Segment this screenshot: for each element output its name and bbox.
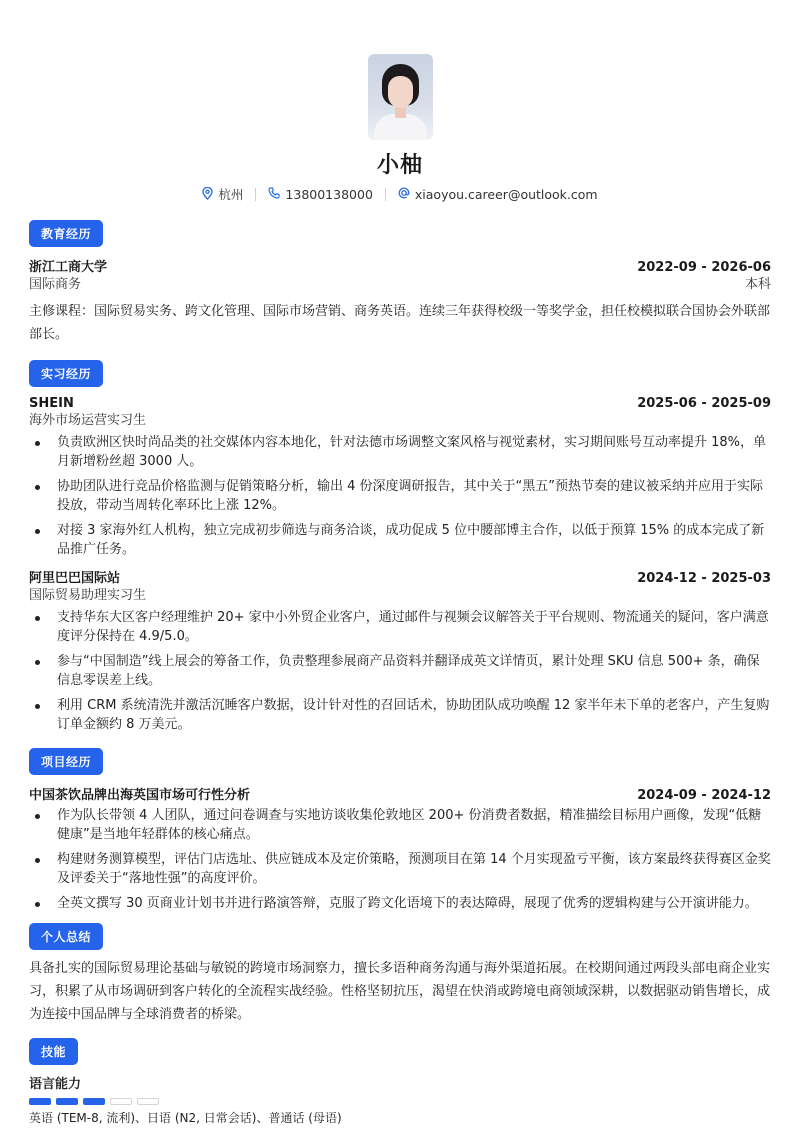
section-title-education: 教育经历 — [29, 220, 103, 247]
major: 国际商务 — [29, 277, 82, 292]
project-bullets — [29, 806, 771, 913]
bullet-item: 利用 CRM 系统清洗并激活沉睡客户数据，设计针对性的召回话术，协助团队成功唤醒 12 家半年未下单的老客户，产生复购订单金额约 8 万美元。 — [29, 696, 771, 734]
internship-date: 2025-06 - 2025-09 — [637, 396, 771, 411]
email-text: xiaoyou.career@outlook.com — [414, 186, 598, 202]
education-section — [29, 220, 771, 346]
contact-line — [29, 185, 771, 203]
at-sign-icon — [398, 187, 410, 201]
contact-divider — [255, 188, 256, 201]
project-section — [29, 748, 771, 913]
section-title-project: 项目经历 — [29, 748, 103, 775]
level-bar-filled — [29, 1098, 51, 1105]
phone-text: 13800138000 — [285, 186, 373, 202]
level-bar-empty — [110, 1098, 132, 1105]
bullet-item: 对接 3 家海外红人机构，独立完成初步筛选与商务洽谈，成功促成 5 位中腰部博主合作，以低于预算 15% 的成本完成了新品推广任务。 — [29, 521, 771, 559]
summary-section — [29, 923, 771, 1026]
skills-section — [29, 1038, 771, 1126]
section-title-summary: 个人总结 — [29, 923, 103, 950]
skill-level-bars — [29, 1098, 771, 1105]
candidate-name: 小柚 — [376, 153, 423, 178]
contact-location — [202, 185, 243, 203]
bullet-item: 参与“中国制造”线上展会的筹备工作，负责整理参展商产品资料并翻译成英文详情页，累计处理 SKU 信息 500+ 条，确保信息零误差上线。 — [29, 652, 771, 690]
phone-icon — [268, 187, 280, 201]
bullet-item: 作为队长带领 4 人团队，通过问卷调查与实地访谈收集伦敦地区 200+ 份消费者数据，精准描绘目标用户画像，发现“低糖健康”是当地年轻群体的核心痛点。 — [29, 806, 771, 844]
location-pin-icon — [202, 187, 213, 202]
bullet-item: 支持华东大区客户经理维护 20+ 家中小外贸企业客户，通过邮件与视频会议解答关于平台规则、物流通关的疑问，客户满意度评分保持在 4.9/5.0。 — [29, 608, 771, 646]
summary-text: 具备扎实的国际贸易理论基础与敏锐的跨境市场洞察力，擅长多语种商务沟通与海外渠道拓展。在校期间通过两段头部电商企业实习，积累了从市场调研到客户转化的全流程实战经验。性格坚韧抗压，渴望在快消或跨境电商领域深耕，以数据驱动销售增长，成为连接中国品牌与全球消费者的桥梁。 — [29, 961, 771, 1022]
internship-role: 海外市场运营实习生 — [29, 413, 147, 428]
bullet-item: 负责欧洲区快时尚品类的社交媒体内容本地化，针对法德市场调整文案风格与视觉素材，实习期间账号互动率提升 18%，单月新增粉丝超 3000 人。 — [29, 433, 771, 471]
internship-entry — [29, 567, 771, 734]
project-entry — [29, 784, 771, 913]
internship-bullets — [29, 433, 771, 559]
level-bar-filled — [83, 1098, 105, 1105]
education-description: 主修课程：国际贸易实务、跨文化管理、国际市场营销、商务英语。连续三年获得校级一等奖学金，担任校模拟联合国协会外联部部长。 — [29, 304, 771, 342]
project-name: 中国茶饮品牌出海英国市场可行性分析 — [29, 788, 251, 803]
level-bar-empty — [137, 1098, 159, 1105]
contact-phone[interactable] — [268, 187, 372, 202]
resume-header — [29, 0, 771, 203]
company-name: SHEIN — [29, 396, 74, 411]
section-title-skills: 技能 — [29, 1038, 78, 1065]
level-bar-filled — [56, 1098, 78, 1105]
internship-section — [29, 360, 771, 734]
internship-entry — [29, 396, 771, 559]
internship-role: 国际贸易助理实习生 — [29, 588, 147, 603]
bullet-item: 构建财务测算模型，评估门店选址、供应链成本及定价策略，预测项目在第 14 个月实现盈亏平衡，该方案最终获得赛区金奖及评委关于“落地性强”的高度评价。 — [29, 850, 771, 888]
company-name: 阿里巴巴国际站 — [29, 571, 121, 586]
degree: 本科 — [744, 277, 771, 292]
school-name: 浙江工商大学 — [29, 260, 108, 275]
education-entry — [29, 256, 771, 346]
location-text: 杭州 — [218, 187, 244, 202]
contact-email[interactable] — [398, 187, 598, 202]
bullet-item: 协助团队进行竞品价格监测与促销策略分析，输出 4 份深度调研报告，其中关于“黑五”预热节奏的建议被采纳并应用于实际投放，带动当周转化率环比上涨 12%。 — [29, 477, 771, 515]
bullet-item: 全英文撰写 30 页商业计划书并进行路演答辩，克服了跨文化语境下的表达障碍，展现了优秀的逻辑构建与公开演讲能力。 — [29, 894, 771, 913]
skill-description: 英语 (TEM-8, 流利)、日语 (N2, 日常会话)、普通话 (母语) — [29, 1111, 342, 1125]
section-title-internship: 实习经历 — [29, 360, 103, 387]
internship-bullets — [29, 608, 771, 734]
skill-name: 语言能力 — [29, 1077, 82, 1092]
contact-divider — [385, 188, 386, 201]
internship-date: 2024-12 - 2025-03 — [637, 571, 771, 586]
project-date: 2024-09 - 2024-12 — [637, 788, 771, 803]
profile-photo — [368, 54, 433, 140]
education-date: 2022-09 - 2026-06 — [637, 260, 771, 275]
